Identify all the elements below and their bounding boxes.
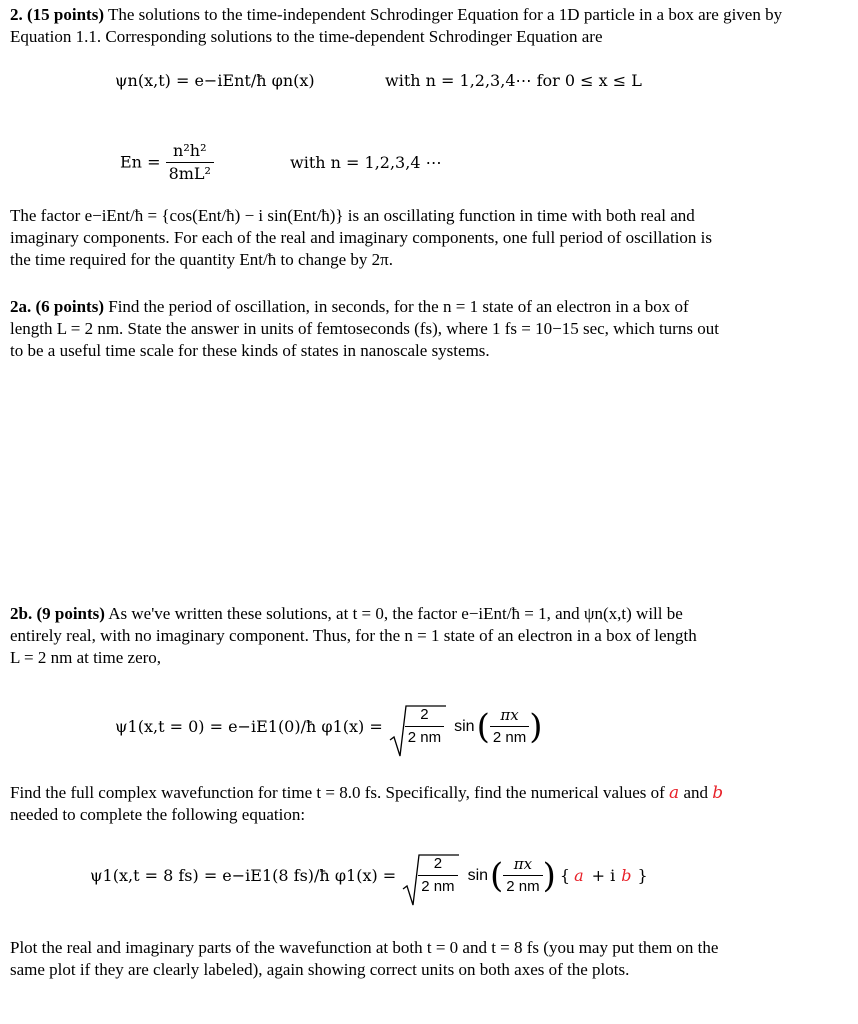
factor-line-3: the time required for the quantity Ent/ħ to change by 2π. xyxy=(10,250,393,269)
equation-psi-t0 xyxy=(115,704,542,749)
paren-open: ( xyxy=(476,706,490,747)
eq4-lhs: ψ1(x,t = 8 fs) = e−iE1(8 fs)/ħ φ1(x) = xyxy=(90,865,397,885)
sin2-denominator: 2 nm xyxy=(506,878,540,895)
sin-denominator: 2 nm xyxy=(492,729,527,746)
equation-energy xyxy=(120,140,214,185)
equation-1-condition xyxy=(385,70,642,92)
plot-paragraph xyxy=(10,937,825,981)
paren-close-2: ) xyxy=(542,855,556,896)
variable-a: a xyxy=(669,783,680,803)
plot-line-2: same plot if they are clearly labeled), again showing correct units on both axes of the plots. xyxy=(10,960,630,979)
equation-psi-t8 xyxy=(90,853,648,898)
factor-paragraph xyxy=(10,205,825,271)
plot-line-1: Plot the real and imaginary parts of the wavefunction at both t = 0 and t = 8 fs (you may put them on the xyxy=(10,938,719,957)
sqrt2-denominator: 2 nm xyxy=(421,878,455,895)
part-b-line-3: L = 2 nm at time zero, xyxy=(10,648,162,667)
eq2-condition: with n = 1,2,3,4 ⋯ xyxy=(290,153,442,172)
part-b-label: 2b. (9 points) xyxy=(10,604,105,623)
eq2-lhs: En = xyxy=(120,152,161,172)
part-b-line-1: As we've written these solutions, at t = 0, the factor e−iEnt/ħ = 1, and ψn(x,t) will be xyxy=(108,604,683,623)
and-word: and xyxy=(683,783,708,802)
eq-variable-a: a xyxy=(574,865,584,885)
eq-variable-b: b xyxy=(621,865,632,885)
part-a xyxy=(10,296,825,362)
sqrt-radical-icon-2 xyxy=(402,853,460,907)
part-b xyxy=(10,603,825,669)
find-paragraph xyxy=(10,782,825,826)
eq1-condition: with n = 1,2,3,4⋯ for 0 ≤ x ≤ L xyxy=(385,71,642,90)
plus-i: + i xyxy=(591,865,616,885)
energy-numerator: n²h² xyxy=(166,140,214,163)
eq3-lhs: ψ1(x,t = 0) = e−iE1(0)/ħ φ1(x) = xyxy=(115,716,383,736)
equation-2-condition xyxy=(290,152,442,174)
equation-psi-time xyxy=(115,70,315,92)
part-a-line-2: length L = 2 nm. State the answer in units of femtoseconds (fs), where 1 fs = 10−15 sec, which turns out xyxy=(10,319,719,338)
sqrt-radical-icon xyxy=(389,704,447,758)
sqrt-numerator: 2 xyxy=(405,704,444,727)
intro-text: The solutions to the time-independent Schrodinger Equation for a 1D particle in a box are given by Equation 1.1. Corresponding solutions to the time-dependent Schrodinger Equation are xyxy=(10,5,783,46)
sqrt2-numerator: 2 xyxy=(418,853,457,876)
part-a-line-3: to be a useful time scale for these kinds of states in nanoscale systems. xyxy=(10,341,490,360)
sqrt-denominator: 2 nm xyxy=(407,729,442,746)
sqrt-factor xyxy=(389,704,444,749)
paren-close: ) xyxy=(529,706,543,747)
eq1-lhs: ψn(x,t) = e−iEnt/ħ φn(x) xyxy=(115,71,315,90)
variable-b: b xyxy=(712,783,724,803)
problem-number: 2. (15 points) xyxy=(10,5,104,24)
brace-open: { xyxy=(559,865,571,885)
find-line-1: Find the full complex wavefunction for time t = 8.0 fs. Specifically, find the numerical values of xyxy=(10,783,665,802)
part-a-line-1: Find the period of oscillation, in seconds, for the n = 1 state of an electron in a box of xyxy=(108,297,689,316)
sin-numerator: πx xyxy=(490,704,529,727)
factor-line-1: The factor e−iEnt/ħ = {cos(Ent/ħ) − i sin(Ent/ħ)} is an oscillating function in time with both real and xyxy=(10,206,695,225)
find-line-2: needed to complete the following equation: xyxy=(10,805,306,824)
part-b-line-2: entirely real, with no imaginary component. Thus, for the n = 1 state of an electron in a box of length xyxy=(10,626,697,645)
sqrt-factor-2 xyxy=(402,853,457,898)
paren-open-2: ( xyxy=(490,855,504,896)
energy-fraction xyxy=(166,140,214,185)
sin-label: sin xyxy=(454,717,475,735)
energy-denominator: 8mL² xyxy=(168,164,211,183)
sin-label-2: sin xyxy=(467,866,489,884)
brace-close: } xyxy=(637,865,648,885)
factor-line-2: imaginary components. For each of the real and imaginary components, one full period of oscillation is xyxy=(10,228,713,247)
part-a-label: 2a. (6 points) xyxy=(10,297,104,316)
sin2-numerator: πx xyxy=(503,853,542,876)
problem-intro xyxy=(10,4,825,48)
